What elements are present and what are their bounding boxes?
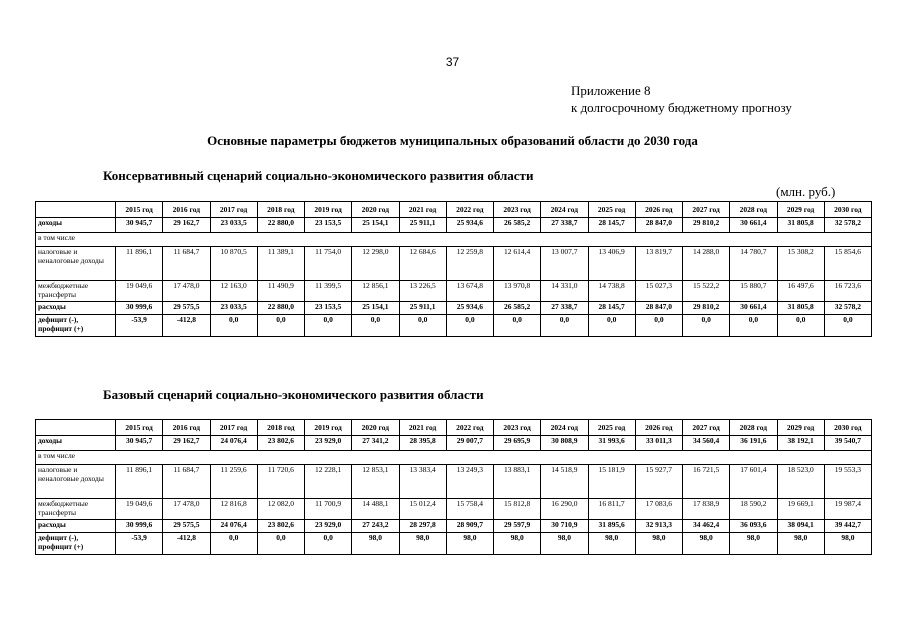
value-cell: -53,9 bbox=[116, 315, 163, 337]
value-cell: 0,0 bbox=[257, 533, 304, 555]
value-cell: 11 754,0 bbox=[305, 247, 352, 281]
value-cell: 34 560,4 bbox=[683, 436, 730, 451]
value-cell: 23 033,5 bbox=[210, 302, 257, 315]
value-cell: 12 816,8 bbox=[210, 499, 257, 520]
value-cell: 12 082,0 bbox=[257, 499, 304, 520]
value-cell: 29 575,5 bbox=[163, 520, 210, 533]
header-empty bbox=[36, 420, 116, 436]
header-row bbox=[36, 420, 872, 436]
value-cell: 16 723,6 bbox=[824, 281, 871, 302]
value-cell: 25 911,1 bbox=[399, 302, 446, 315]
value-cell: 29 007,7 bbox=[446, 436, 493, 451]
value-cell: 0,0 bbox=[683, 315, 730, 337]
value-cell: 16 290,0 bbox=[541, 499, 588, 520]
value-cell: 15 012,4 bbox=[399, 499, 446, 520]
value-cell: 36 093,6 bbox=[730, 520, 777, 533]
value-cell: 30 661,4 bbox=[730, 302, 777, 315]
value-cell: 25 934,6 bbox=[446, 302, 493, 315]
row-label: налоговые и неналоговые доходы bbox=[36, 465, 116, 499]
value-cell: 15 181,9 bbox=[588, 465, 635, 499]
value-cell: 0,0 bbox=[635, 315, 682, 337]
value-cell: 0,0 bbox=[446, 315, 493, 337]
value-cell: 36 191,6 bbox=[730, 436, 777, 451]
value-cell: 24 076,4 bbox=[210, 520, 257, 533]
row-label: расходы bbox=[36, 520, 116, 533]
value-cell: 0,0 bbox=[777, 315, 824, 337]
value-cell: 12 228,1 bbox=[305, 465, 352, 499]
value-cell: 17 838,9 bbox=[683, 499, 730, 520]
value-cell: 0,0 bbox=[824, 315, 871, 337]
value-cell: 38 094,1 bbox=[777, 520, 824, 533]
appendix-line-2: к долгосрочному бюджетному прогнозу bbox=[571, 100, 792, 115]
year-header: 2016 год bbox=[163, 202, 210, 218]
base-budget-table bbox=[35, 419, 872, 555]
value-cell: 0,0 bbox=[305, 533, 352, 555]
value-cell: 27 341,2 bbox=[352, 436, 399, 451]
value-cell: 39 540,7 bbox=[824, 436, 871, 451]
value-cell: 23 802,6 bbox=[257, 436, 304, 451]
year-header: 2029 год bbox=[777, 202, 824, 218]
row-income bbox=[36, 436, 872, 451]
row-incl bbox=[36, 233, 872, 247]
value-cell: 13 383,4 bbox=[399, 465, 446, 499]
value-cell: 28 297,8 bbox=[399, 520, 446, 533]
value-cell: 98,0 bbox=[683, 533, 730, 555]
value-cell: 29 597,9 bbox=[494, 520, 541, 533]
value-cell: 23 153,5 bbox=[305, 218, 352, 233]
year-header: 2030 год bbox=[824, 202, 871, 218]
value-cell: 26 585,2 bbox=[494, 218, 541, 233]
row-incl bbox=[36, 451, 872, 465]
row-deficit bbox=[36, 533, 872, 555]
value-cell: 11 684,7 bbox=[163, 247, 210, 281]
value-cell: 32 913,3 bbox=[635, 520, 682, 533]
value-cell: 13 406,9 bbox=[588, 247, 635, 281]
value-cell: 13 226,5 bbox=[399, 281, 446, 302]
value-cell: 13 819,7 bbox=[635, 247, 682, 281]
value-cell: 31 993,6 bbox=[588, 436, 635, 451]
value-cell: 0,0 bbox=[399, 315, 446, 337]
year-header: 2030 год bbox=[824, 420, 871, 436]
empty-cell bbox=[116, 451, 872, 465]
value-cell: 23 929,0 bbox=[305, 520, 352, 533]
value-cell: 11 259,6 bbox=[210, 465, 257, 499]
year-header: 2026 год bbox=[635, 202, 682, 218]
year-header: 2024 год bbox=[541, 202, 588, 218]
value-cell: 19 553,3 bbox=[824, 465, 871, 499]
value-cell: 11 684,7 bbox=[163, 465, 210, 499]
value-cell: 27 338,7 bbox=[541, 218, 588, 233]
value-cell: 25 154,1 bbox=[352, 218, 399, 233]
year-header: 2024 год bbox=[541, 420, 588, 436]
value-cell: 33 011,3 bbox=[635, 436, 682, 451]
value-cell: 11 896,1 bbox=[116, 465, 163, 499]
value-cell: 16 497,6 bbox=[777, 281, 824, 302]
value-cell: 12 163,0 bbox=[210, 281, 257, 302]
year-header: 2020 год bbox=[352, 420, 399, 436]
value-cell: 16 811,7 bbox=[588, 499, 635, 520]
value-cell: 26 585,2 bbox=[494, 302, 541, 315]
value-cell: 0,0 bbox=[588, 315, 635, 337]
value-cell: 31 805,8 bbox=[777, 302, 824, 315]
value-cell: 14 331,0 bbox=[541, 281, 588, 302]
value-cell: 11 399,5 bbox=[305, 281, 352, 302]
value-cell: 15 880,7 bbox=[730, 281, 777, 302]
value-cell: 17 478,0 bbox=[163, 281, 210, 302]
conservative-scenario-heading: Консервативный сценарий социально-экономического развития области bbox=[103, 168, 534, 183]
value-cell: 29 162,7 bbox=[163, 436, 210, 451]
value-cell: 98,0 bbox=[730, 533, 777, 555]
value-cell: 29 575,5 bbox=[163, 302, 210, 315]
value-cell: 12 684,6 bbox=[399, 247, 446, 281]
value-cell: 14 288,0 bbox=[683, 247, 730, 281]
year-header: 2019 год bbox=[305, 420, 352, 436]
value-cell: 0,0 bbox=[210, 315, 257, 337]
conservative-budget-table bbox=[35, 201, 872, 337]
year-header: 2021 год bbox=[399, 202, 446, 218]
document-title: Основные параметры бюджетов муниципальных образований области до 2030 года bbox=[207, 133, 698, 148]
value-cell: 15 758,4 bbox=[446, 499, 493, 520]
value-cell: 31 895,6 bbox=[588, 520, 635, 533]
value-cell: 98,0 bbox=[399, 533, 446, 555]
year-header: 2020 год bbox=[352, 202, 399, 218]
value-cell: 17 083,6 bbox=[635, 499, 682, 520]
value-cell: 98,0 bbox=[352, 533, 399, 555]
value-cell: 27 243,2 bbox=[352, 520, 399, 533]
value-cell: 13 007,7 bbox=[541, 247, 588, 281]
value-cell: 13 249,3 bbox=[446, 465, 493, 499]
value-cell: 28 145,7 bbox=[588, 302, 635, 315]
value-cell: 28 847,0 bbox=[635, 218, 682, 233]
row-label: доходы bbox=[36, 218, 116, 233]
row-label: дефицит (-), профицит (+) bbox=[36, 533, 116, 555]
value-cell: 15 927,7 bbox=[635, 465, 682, 499]
value-cell: 14 738,8 bbox=[588, 281, 635, 302]
empty-cell bbox=[116, 233, 872, 247]
value-cell: 0,0 bbox=[305, 315, 352, 337]
row-label: в том числе bbox=[36, 233, 116, 247]
row-label: межбюджетные трансферты bbox=[36, 499, 116, 520]
value-cell: 22 880,0 bbox=[257, 218, 304, 233]
year-header: 2029 год bbox=[777, 420, 824, 436]
year-header: 2026 год bbox=[635, 420, 682, 436]
year-header: 2019 год bbox=[305, 202, 352, 218]
value-cell: 12 853,1 bbox=[352, 465, 399, 499]
value-cell: 23 033,5 bbox=[210, 218, 257, 233]
value-cell: 13 970,8 bbox=[494, 281, 541, 302]
year-header: 2021 год bbox=[399, 420, 446, 436]
value-cell: 30 661,4 bbox=[730, 218, 777, 233]
value-cell: 15 522,2 bbox=[683, 281, 730, 302]
row-expenses bbox=[36, 520, 872, 533]
value-cell: 29 810,2 bbox=[683, 218, 730, 233]
value-cell: 19 987,4 bbox=[824, 499, 871, 520]
year-header: 2018 год bbox=[257, 420, 304, 436]
value-cell: 29 810,2 bbox=[683, 302, 730, 315]
value-cell: 15 027,3 bbox=[635, 281, 682, 302]
row-tax-revenue bbox=[36, 247, 872, 281]
value-cell: 98,0 bbox=[777, 533, 824, 555]
value-cell: 13 674,8 bbox=[446, 281, 493, 302]
value-cell: 18 590,2 bbox=[730, 499, 777, 520]
year-header: 2023 год bbox=[494, 202, 541, 218]
value-cell: 11 700,9 bbox=[305, 499, 352, 520]
year-header: 2018 год bbox=[257, 202, 304, 218]
row-transfers bbox=[36, 281, 872, 302]
value-cell: 30 710,9 bbox=[541, 520, 588, 533]
year-header: 2023 год bbox=[494, 420, 541, 436]
base-scenario-heading: Базовый сценарий социально-экономического развития области bbox=[103, 387, 484, 402]
year-header: 2027 год bbox=[683, 202, 730, 218]
value-cell: 30 999,6 bbox=[116, 520, 163, 533]
value-cell: 28 847,0 bbox=[635, 302, 682, 315]
row-label: доходы bbox=[36, 436, 116, 451]
value-cell: 23 802,6 bbox=[257, 520, 304, 533]
value-cell: 12 259,8 bbox=[446, 247, 493, 281]
value-cell: 30 808,9 bbox=[541, 436, 588, 451]
value-cell: 27 338,7 bbox=[541, 302, 588, 315]
year-header: 2015 год bbox=[116, 420, 163, 436]
value-cell: 0,0 bbox=[541, 315, 588, 337]
value-cell: 12 298,0 bbox=[352, 247, 399, 281]
year-header: 2017 год bbox=[210, 202, 257, 218]
value-cell: 98,0 bbox=[494, 533, 541, 555]
row-label: дефицит (-), профицит (+) bbox=[36, 315, 116, 337]
value-cell: 32 578,2 bbox=[824, 302, 871, 315]
row-label: в том числе bbox=[36, 451, 116, 465]
header-empty bbox=[36, 202, 116, 218]
value-cell: 19 049,6 bbox=[116, 281, 163, 302]
value-cell: 30 945,7 bbox=[116, 218, 163, 233]
value-cell: 13 883,1 bbox=[494, 465, 541, 499]
value-cell: 0,0 bbox=[730, 315, 777, 337]
row-label: налоговые и неналоговые доходы bbox=[36, 247, 116, 281]
value-cell: 14 780,7 bbox=[730, 247, 777, 281]
value-cell: 32 578,2 bbox=[824, 218, 871, 233]
value-cell: 23 929,0 bbox=[305, 436, 352, 451]
value-cell: 39 442,7 bbox=[824, 520, 871, 533]
value-cell: -412,8 bbox=[163, 533, 210, 555]
value-cell: 25 911,1 bbox=[399, 218, 446, 233]
value-cell: 18 523,0 bbox=[777, 465, 824, 499]
value-cell: 25 154,1 bbox=[352, 302, 399, 315]
value-cell: 28 145,7 bbox=[588, 218, 635, 233]
value-cell: 0,0 bbox=[352, 315, 399, 337]
header-row bbox=[36, 202, 872, 218]
value-cell: 17 601,4 bbox=[730, 465, 777, 499]
value-cell: 25 934,6 bbox=[446, 218, 493, 233]
year-header: 2022 год bbox=[446, 420, 493, 436]
value-cell: 11 720,6 bbox=[257, 465, 304, 499]
value-cell: 24 076,4 bbox=[210, 436, 257, 451]
year-header: 2025 год bbox=[588, 420, 635, 436]
value-cell: 11 896,1 bbox=[116, 247, 163, 281]
year-header: 2027 год bbox=[683, 420, 730, 436]
row-label: расходы bbox=[36, 302, 116, 315]
year-header: 2017 год bbox=[210, 420, 257, 436]
value-cell: 14 518,9 bbox=[541, 465, 588, 499]
year-header: 2028 год bbox=[730, 202, 777, 218]
value-cell: 29 695,9 bbox=[494, 436, 541, 451]
value-cell: 29 162,7 bbox=[163, 218, 210, 233]
row-tax-revenue bbox=[36, 465, 872, 499]
value-cell: 28 909,7 bbox=[446, 520, 493, 533]
value-cell: -412,8 bbox=[163, 315, 210, 337]
value-cell: 0,0 bbox=[257, 315, 304, 337]
row-expenses bbox=[36, 302, 872, 315]
row-transfers bbox=[36, 499, 872, 520]
value-cell: 98,0 bbox=[824, 533, 871, 555]
value-cell: 22 880,0 bbox=[257, 302, 304, 315]
row-deficit bbox=[36, 315, 872, 337]
year-header: 2025 год bbox=[588, 202, 635, 218]
page-number: 37 bbox=[445, 55, 460, 69]
value-cell: 30 945,7 bbox=[116, 436, 163, 451]
value-cell: 98,0 bbox=[541, 533, 588, 555]
value-cell: 34 462,4 bbox=[683, 520, 730, 533]
year-header: 2016 год bbox=[163, 420, 210, 436]
row-income bbox=[36, 218, 872, 233]
value-cell: 11 389,1 bbox=[257, 247, 304, 281]
value-cell: 23 153,5 bbox=[305, 302, 352, 315]
value-cell: 12 856,1 bbox=[352, 281, 399, 302]
value-cell: 98,0 bbox=[588, 533, 635, 555]
value-cell: 10 870,5 bbox=[210, 247, 257, 281]
value-cell: 14 488,1 bbox=[352, 499, 399, 520]
value-cell: 19 049,6 bbox=[116, 499, 163, 520]
value-cell: 28 395,8 bbox=[399, 436, 446, 451]
year-header: 2028 год bbox=[730, 420, 777, 436]
value-cell: 98,0 bbox=[635, 533, 682, 555]
value-cell: 17 478,0 bbox=[163, 499, 210, 520]
value-cell: 0,0 bbox=[210, 533, 257, 555]
value-cell: 98,0 bbox=[446, 533, 493, 555]
value-cell: 12 614,4 bbox=[494, 247, 541, 281]
value-cell: -53,9 bbox=[116, 533, 163, 555]
value-cell: 19 669,1 bbox=[777, 499, 824, 520]
value-cell: 31 805,8 bbox=[777, 218, 824, 233]
value-cell: 0,0 bbox=[494, 315, 541, 337]
value-cell: 15 308,2 bbox=[777, 247, 824, 281]
year-header: 2022 год bbox=[446, 202, 493, 218]
value-cell: 15 812,8 bbox=[494, 499, 541, 520]
value-cell: 11 490,9 bbox=[257, 281, 304, 302]
appendix-line-1: Приложение 8 bbox=[571, 83, 651, 98]
year-header: 2015 год bbox=[116, 202, 163, 218]
value-cell: 15 854,6 bbox=[824, 247, 871, 281]
value-cell: 16 721,5 bbox=[683, 465, 730, 499]
value-cell: 38 192,1 bbox=[777, 436, 824, 451]
value-cell: 30 999,6 bbox=[116, 302, 163, 315]
row-label: межбюджетные трансферты bbox=[36, 281, 116, 302]
unit-label: (млн. руб.) bbox=[776, 184, 836, 199]
